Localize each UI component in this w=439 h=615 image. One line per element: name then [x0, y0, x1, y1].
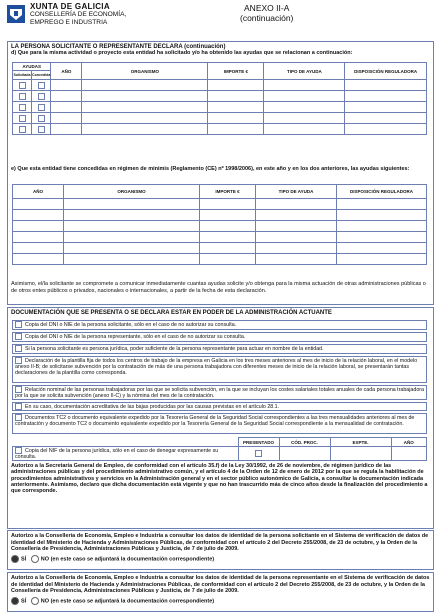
solicitada-checkbox[interactable] [19, 126, 26, 133]
xunta-shield-icon [6, 4, 26, 24]
col-presentado: PRESENTADO [238, 438, 279, 447]
concedida-checkbox[interactable] [38, 104, 45, 111]
annex-title: ANEXO II-A [244, 3, 290, 13]
doc-item: Relación nominal de las personas trabajadoras por las que se solicita subvención, en la que se incluyan los costes salariales totales anuales de cada persona trabajadora por la que se solicita subvención (anexo II-C) y la nómina del mes de la contratación. [12, 385, 427, 400]
aid-table-d [12, 62, 427, 135]
auth-solicitante-options: SÍ NO (en este caso se adjuntará la documentación correspondiente) [8, 555, 433, 563]
solicitada-checkbox[interactable] [19, 104, 26, 111]
concedida-checkbox[interactable] [38, 126, 45, 133]
question-d: d) Que para la misma actividad o proyecto esta entidad ha solicitado y/o ha obtenido las ayudas que se relacionan a continuación: [11, 50, 353, 56]
col-concedida: Concedida [32, 71, 51, 80]
auth-representante-section [7, 572, 434, 612]
col-ano: AÑO [391, 438, 427, 447]
si-radio[interactable] [11, 555, 19, 563]
authorization-text: Autorizo a la Secretaría General de Empleo, de conformidad con el artículo 35.f) de la Ley 30/1992, de 26 de noviembre, de régimen jurídico de las administraciones públicas y del procedimiento administrativo común, y el artículo 4 de la Orden de 12 de enero de 2012 por la que se regula la habilitación de procedimientos administrativos y servicios en la Administración general y en el sector público autonómico de Galicia, a consultar la documentación indicada anteriormente. Asimismo, declaro que dicha documentación está vigente y que no han trascurrido más de cinco años desde la finalización del procedimiento a que corresponde. [11, 463, 428, 495]
doc-item: Declaración de la plantilla fija de todos los centros de trabajo de la empresa en Galicia en los tres meses anteriores al mes de inicio de la relación laboral, en el modelo anexo II-B; de solicitarse subvención por la contratación de más de una persona trabajadora con diferentes meses de inicio de la relación laboral, se presentarán tantas declaraciones de la plantilla como corresponda. [12, 356, 427, 383]
commitment-note: Asimismo, el/la solicitante se compromete a comunicar inmediatamente cuantas ayudas solicite y/o obtenga para la misma actuación de otras administraciones públicas o de otros entes públicos o privados, nacionales o internacionales, a partir de la fecha de esta declaración. [11, 281, 426, 294]
doc-checkbox[interactable] [15, 447, 22, 454]
col-expte: EXPTE. [330, 438, 391, 447]
col-tipo: TIPO DE AYUDA [256, 185, 337, 199]
col-importe: IMPORTE € [208, 63, 264, 80]
doc-checkbox[interactable] [15, 321, 22, 328]
solicitada-checkbox[interactable] [19, 115, 26, 122]
doc-item: Copia del DNI o NIE de la persona solicitante, sólo en el caso de no autorizar su consulta. [12, 320, 427, 330]
col-ano: AÑO [13, 185, 64, 199]
col-importe: IMPORTE € [200, 185, 256, 199]
doc-item: Documentos TC2 o documento equivalente expedido por la Tesorería General de la Seguridad Social correspondientes a las tres mensualidades anteriores al mes de contratación y documento TC2 o documento equivalente expedido por la Tesorería General de la Seguridad Social correspondiente a la mensualidad de contratación. [12, 413, 427, 434]
auth-representante-text: Autorizo a la Consellería de Economía, Empleo e Industria a consultar los datos de identidad de la persona representante en el Sistema de verificación de datos de identidad del Ministerio de Hacienda y Administraciones Públicas, de conformidad con el artículo 2 del Decreto 255/2008, de 23 de octubre, y la Orden de la Consellería de Presidencia, Administraciones Públicas y Justicia, de 7 de julio de 2009. [11, 575, 430, 595]
no-radio[interactable] [31, 597, 39, 605]
annex-subtitle: (continuación) [240, 13, 294, 23]
auth-solicitante-text: Autorizo a la Consellería de Economía, Empleo e Industria a consultar los datos de identidad de la persona solicitante en el Sistema de verificación de datos de identidad del Ministerio de Hacienda y Administraciones Públicas, de conformidad con el artículo 2 del Decreto 255/2008, de 23 de octubre, y la Orden de la Consellería de Presidencia, Administraciones Públicas y Justicia, de 7 de julio de 2009. [11, 533, 429, 553]
cod-proc-field[interactable] [279, 447, 330, 461]
col-disposicion: DISPOSICIÓN REGULADORA [345, 63, 427, 80]
question-e: e) Que esta entidad tiene concedidas en régimen de minimis (Reglamento (CE) nº 1998/2006), en este año y en los dos anteriores, las ayudas siguientes: [11, 166, 410, 172]
no-radio[interactable] [31, 555, 39, 563]
minimis-table-e [12, 184, 427, 265]
doc-item: En su caso, documentación acreditativa de las bajas producidas por las causas previstas en el artículo 28.1. [12, 402, 427, 411]
brand-name: XUNTA DE GALICIA [30, 2, 110, 11]
concedida-checkbox[interactable] [38, 115, 45, 122]
auth-representante-options: SÍ NO (en este caso se adjuntará la documentación correspondiente) [8, 597, 433, 605]
presentado-checkbox[interactable] [255, 450, 262, 457]
nif-item: Copia del NIF de la persona jurídica, sólo en el caso de denegar expresamente su consulta. [13, 447, 239, 461]
doc-checkbox[interactable] [15, 403, 22, 410]
header [0, 0, 439, 40]
declaration-section [7, 41, 434, 305]
col-organismo: ORGANISMO [64, 185, 200, 199]
concedida-checkbox[interactable] [38, 93, 45, 100]
declaration-title: LA PERSONA SOLICITANTE O REPRESENTANTE DECLARA (continuación) [11, 44, 226, 50]
doc-checkbox[interactable] [15, 333, 22, 340]
doc-checkbox[interactable] [15, 414, 22, 421]
expte-field[interactable] [330, 447, 391, 461]
nif-table [12, 437, 427, 461]
auth-solicitante-section [7, 530, 434, 570]
si-radio[interactable] [11, 597, 19, 605]
doc-item: Copia del DNI o NIE de la persona representante, sólo en el caso de no autorizar su consulta. [12, 332, 427, 342]
doc-checkbox[interactable] [15, 345, 22, 352]
doc-checkbox[interactable] [15, 386, 22, 393]
col-tipo: TIPO DE AYUDA [264, 63, 345, 80]
annex-heading [240, 3, 293, 23]
organization-name [30, 3, 126, 27]
department-line-2: EMPREGO E INDUSTRIA [30, 19, 108, 26]
doc-checkbox[interactable] [15, 357, 22, 364]
concedida-checkbox[interactable] [38, 82, 45, 89]
col-solicitada: Solicitada [13, 71, 32, 80]
documentation-title: DOCUMENTACIÓN QUE SE PRESENTA O SE DECLARA ESTAR EN PODER DE LA ADMINISTRACIÓN ACTUANTE [11, 310, 332, 316]
solicitada-checkbox[interactable] [19, 93, 26, 100]
col-ayudas: AYUDAS [13, 63, 51, 71]
doc-item: Si la persona solicitante es persona jurídica, poder suficiente de la persona representante para actuar en nombre de la entidad. [12, 344, 427, 354]
col-disposicion: DISPOSICIÓN REGULADORA [337, 185, 427, 199]
department-line-1: CONSELLERÍA DE ECONOMÍA, [30, 11, 127, 18]
ano-field[interactable] [391, 447, 427, 461]
col-organismo: ORGANISMO [82, 63, 208, 80]
col-ano: AÑO [51, 63, 82, 80]
col-cod-proc: CÓD. PROC. [279, 438, 330, 447]
documentation-section [7, 307, 434, 529]
solicitada-checkbox[interactable] [19, 82, 26, 89]
